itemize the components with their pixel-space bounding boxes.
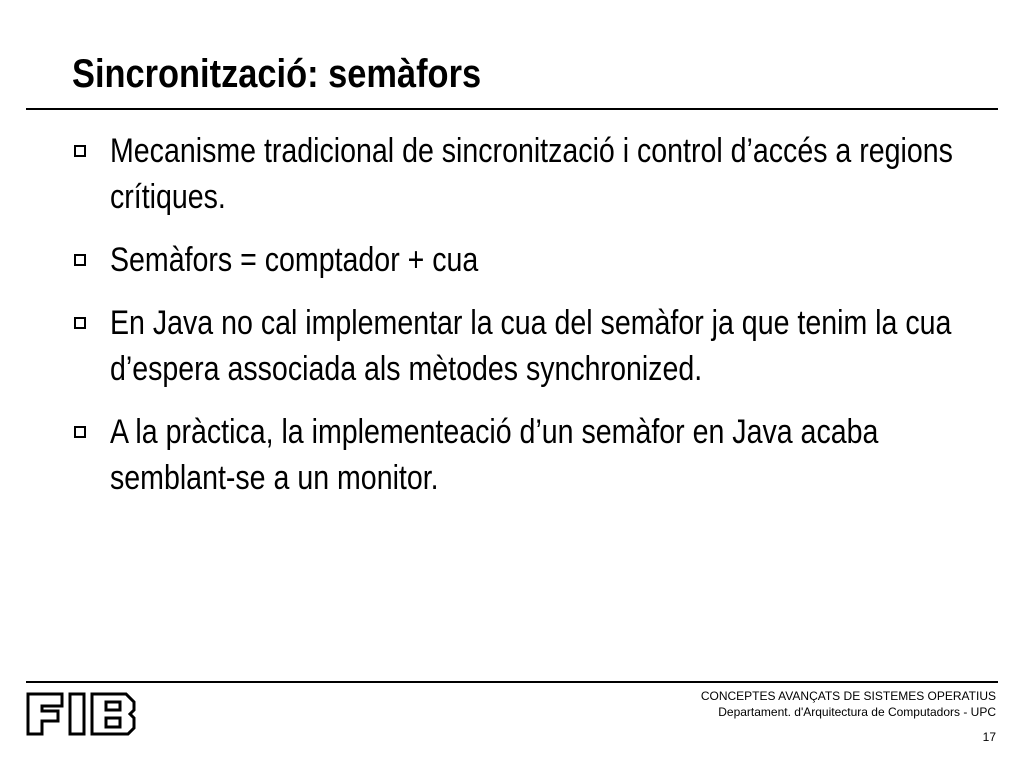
bullet-text: Mecanisme tradicional de sincronització i control d’accés a regions crítiques.: [110, 132, 953, 216]
bullet-text: Semàfors = comptador + cua: [110, 241, 479, 279]
bullet-list: [70, 128, 1010, 518]
course-name: CONCEPTES AVANÇATS DE SISTEMES OPERATIUS: [700, 689, 996, 703]
bullet-item: [70, 237, 1010, 283]
page-number: 17: [982, 730, 996, 744]
bullet-item: [70, 300, 1010, 392]
square-bullet-icon: [74, 426, 86, 438]
bullet-item: [70, 128, 1010, 220]
bullet-item: [70, 409, 1010, 501]
bullet-text: En Java no cal implementar la cua del semàfor ja que tenim la cua d’espera associada als mètodes synchronized.: [110, 304, 952, 388]
square-bullet-icon: [74, 254, 86, 266]
fib-logo-icon: [26, 688, 138, 738]
department-name: Departament. d'Arquitectura de Computadors - UPC: [718, 705, 996, 719]
footer-divider: [26, 681, 998, 683]
square-bullet-icon: [74, 317, 86, 329]
slide-title: Sincronització: semàfors: [72, 52, 482, 96]
fib-logo: [26, 688, 138, 743]
bullet-text: A la pràctica, la implementeació d’un semàfor en Java acaba semblant-se a un monitor.: [110, 413, 879, 497]
square-bullet-icon: [74, 145, 86, 157]
footer-info: [701, 688, 996, 720]
title-divider: [26, 108, 998, 110]
